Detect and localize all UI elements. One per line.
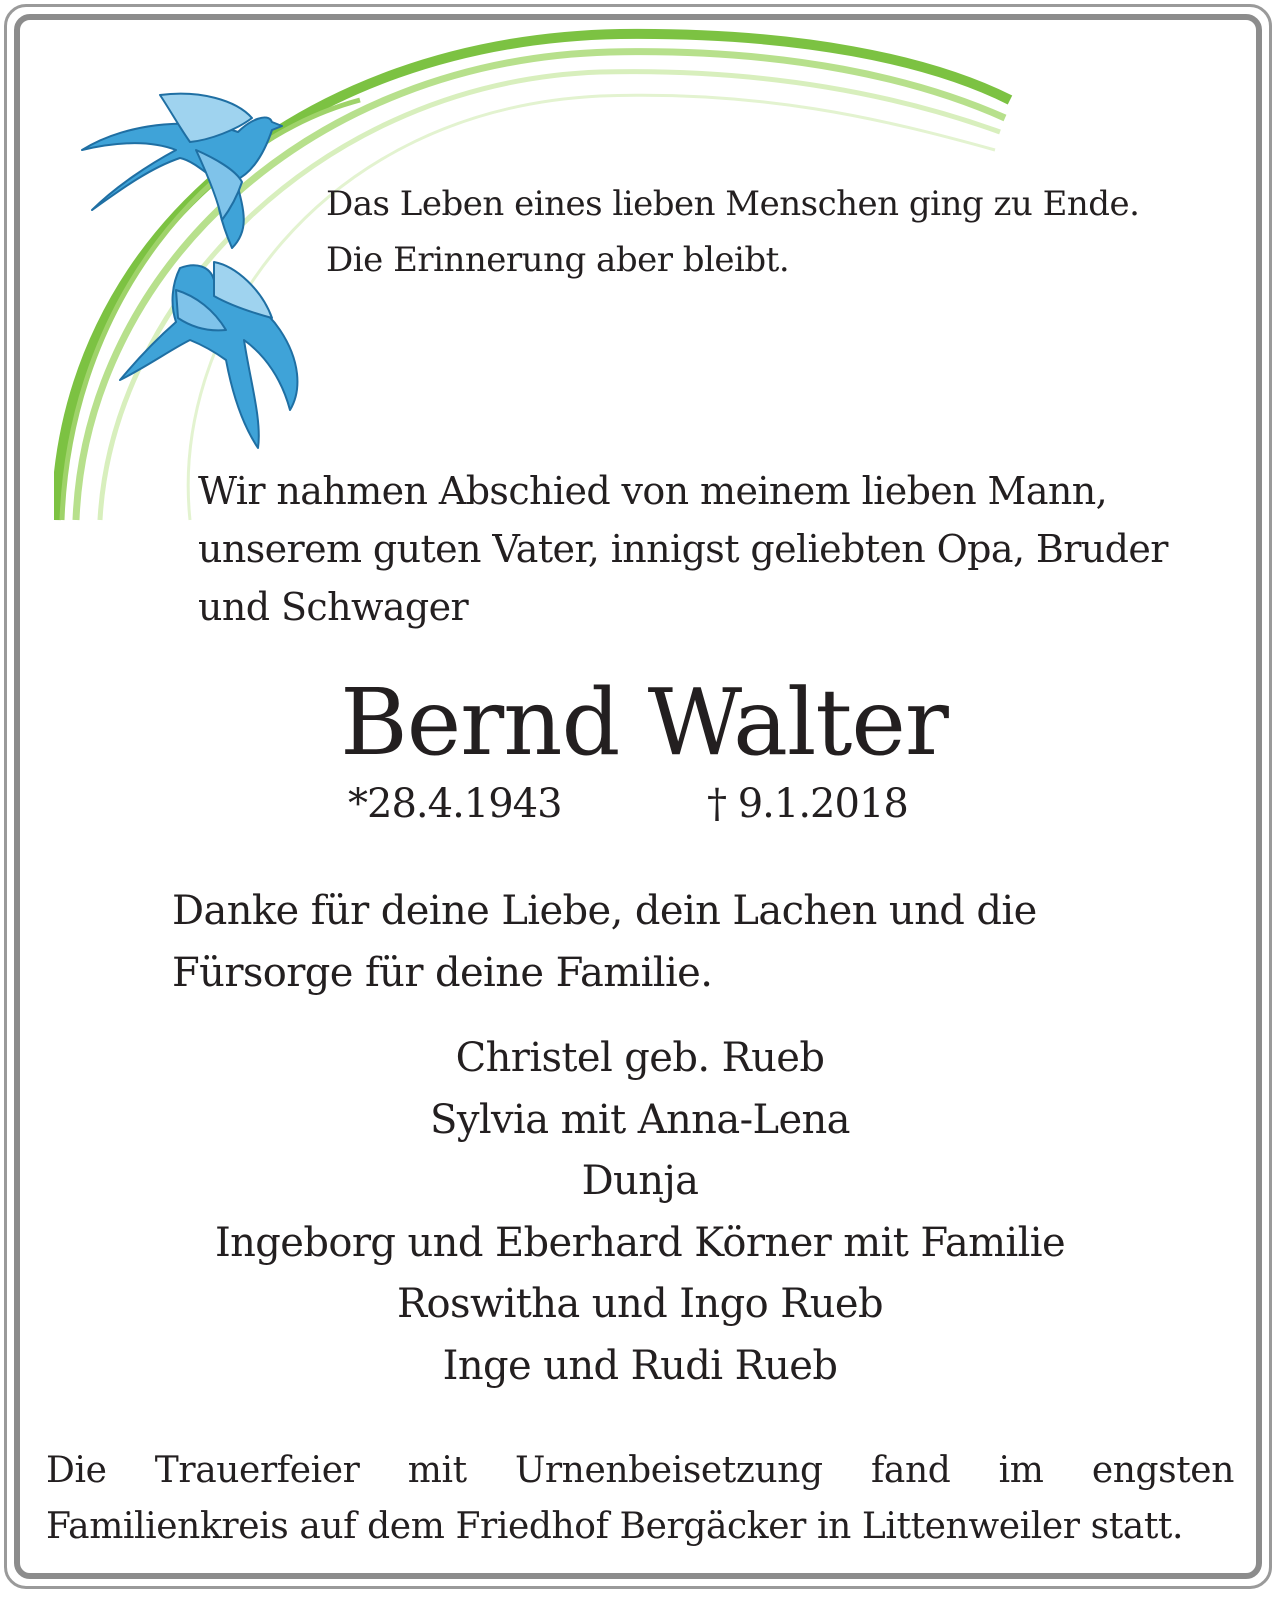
mourner-name: Dunja (581, 1158, 699, 1204)
word: Die (46, 1450, 107, 1491)
mourner-name: Sylvia mit Anna-Lena (430, 1096, 850, 1143)
mourner-name: Ingeborg und Eberhard Körner mit Familie (214, 1219, 1066, 1266)
swallow-upper-icon (82, 94, 282, 248)
swallow-lower-icon (120, 262, 297, 448)
mourner-name: Inge und Rudi Rueb (442, 1342, 838, 1389)
mourner-name: Christel geb. Rueb (455, 1035, 825, 1081)
funeral-notice-line2: Familienkreis auf dem Friedhof Bergäcker in Littenweiler statt. (46, 1506, 1184, 1547)
motto (326, 176, 1140, 288)
funeral-notice-line1 (46, 1443, 1234, 1499)
farewell-line: unserem guten Vater, innigst geliebten Opa, Bruder (198, 527, 1168, 571)
word: mit (407, 1450, 467, 1491)
motto-line: Das Leben eines lieben Menschen ging zu Ende. (326, 184, 1140, 224)
death-date: † 9.1.2018 (707, 781, 908, 827)
motto-line: Die Erinnerung aber bleibt. (326, 240, 790, 280)
mourner-name: Roswitha und Ingo Rueb (397, 1281, 883, 1327)
word: Trauerfeier (154, 1450, 360, 1491)
thanks-line: Danke für deine Liebe, dein Lachen und die (172, 888, 1037, 934)
funeral-notice (46, 1443, 1234, 1555)
word: im (998, 1450, 1044, 1491)
thanks-line: Fürsorge für deine Familie. (172, 950, 713, 996)
farewell-line: und Schwager (198, 585, 469, 629)
farewell-text (198, 462, 1168, 636)
thanks-text (172, 880, 1037, 1004)
word: fand (870, 1450, 951, 1491)
farewell-line: Wir nahmen Abschied von meinem lieben Mann, (198, 469, 1108, 513)
word: engsten (1091, 1450, 1234, 1491)
deceased-name: Bernd Walter (340, 669, 948, 776)
birth-date: *28.4.1943 (348, 781, 562, 827)
word: Urnenbeisetzung (514, 1450, 823, 1491)
mourners-list (0, 1028, 1280, 1397)
